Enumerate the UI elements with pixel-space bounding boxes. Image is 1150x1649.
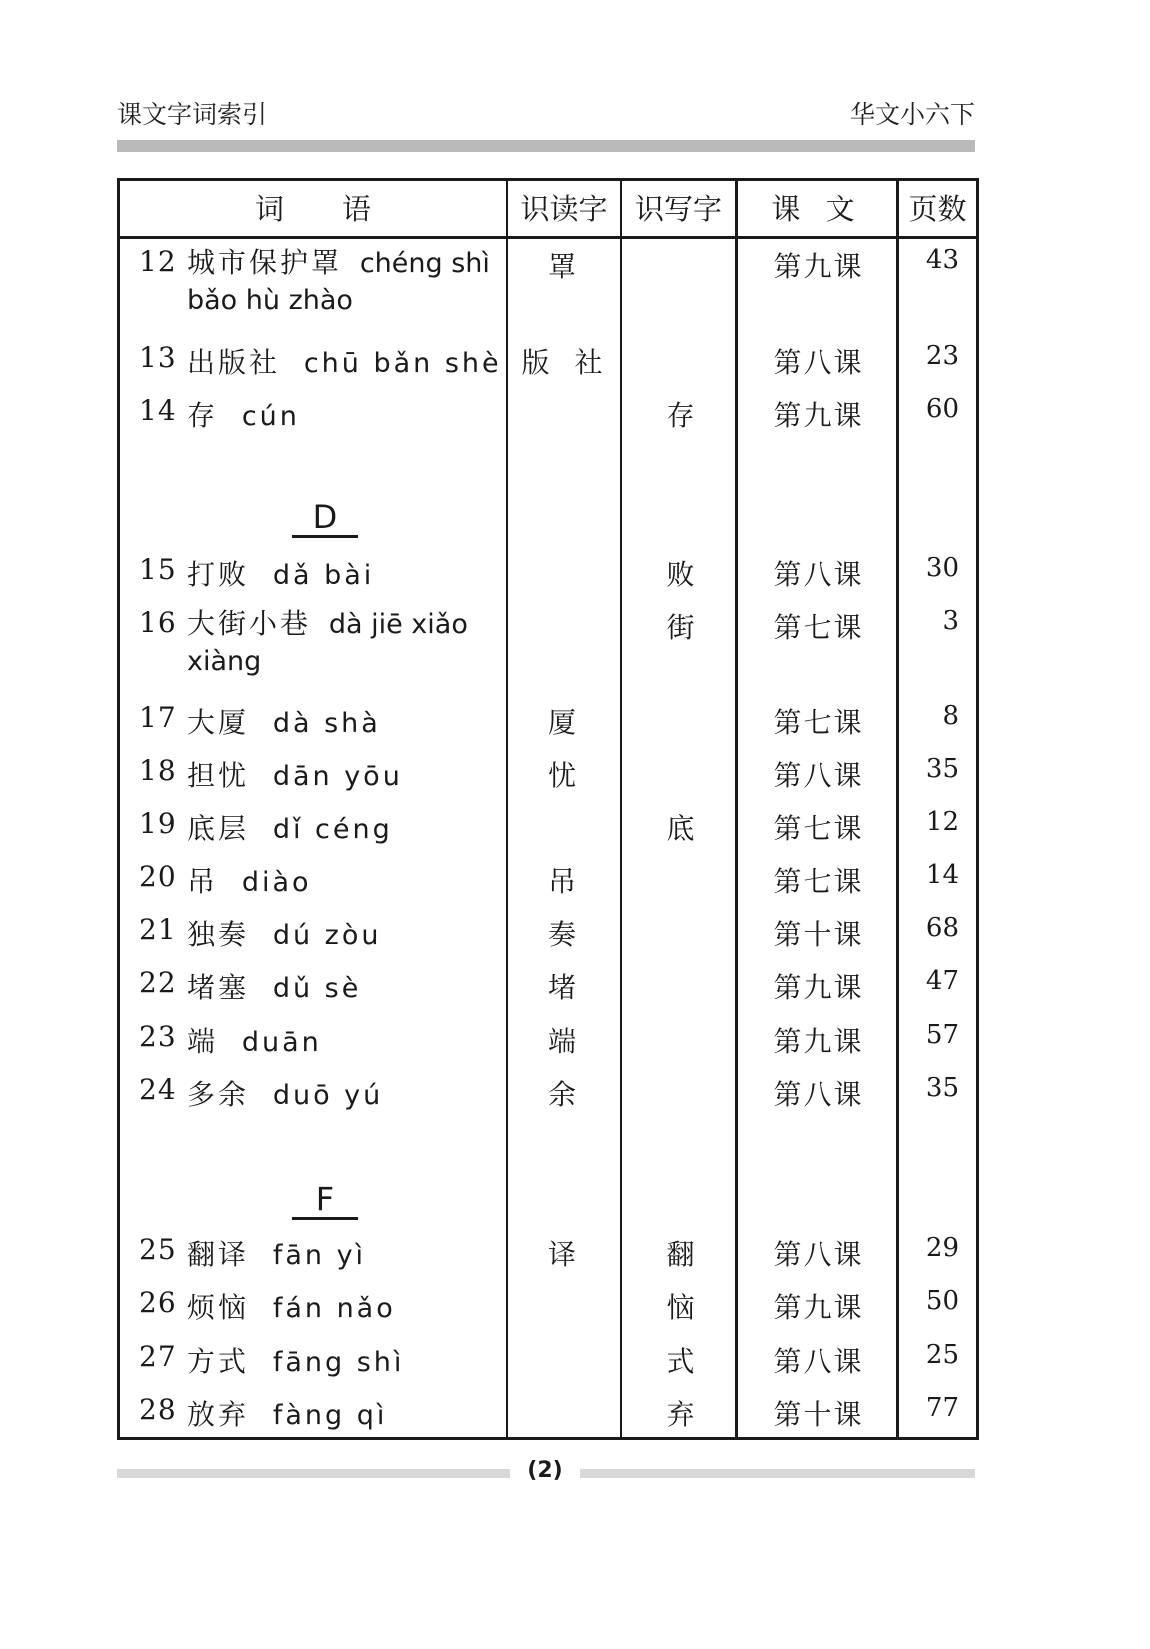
entry-number: 25 xyxy=(139,1233,177,1266)
header-write: 识写字 xyxy=(634,192,722,226)
page-ref: 29 xyxy=(925,1233,959,1263)
header-word: 词 语 xyxy=(254,192,371,226)
entry-number: 13 xyxy=(139,341,177,374)
read-char: 版 社 xyxy=(521,346,611,379)
lesson: 第八课 xyxy=(773,558,864,591)
entry-hanzi: 放弃 xyxy=(187,1398,250,1431)
entry-hanzi: 打败 xyxy=(187,558,250,591)
entry-number: 28 xyxy=(139,1393,177,1426)
read-char: 堵 xyxy=(547,971,584,1004)
entry-pinyin: dà jiē xiǎo xiàng xyxy=(187,609,468,677)
entry-number: 23 xyxy=(139,1020,177,1053)
entry-word xyxy=(187,341,502,381)
lesson: 第八课 xyxy=(773,346,864,379)
read-char: 忧 xyxy=(547,759,584,792)
write-char: 弃 xyxy=(666,1398,695,1431)
entry-word xyxy=(187,860,312,900)
entry-number: 19 xyxy=(139,807,177,840)
entry-number: 15 xyxy=(139,553,177,586)
entry-number: 16 xyxy=(139,606,177,639)
entry-hanzi: 方式 xyxy=(187,1345,250,1378)
write-char: 存 xyxy=(666,399,695,432)
entry-pinyin: fāng shì xyxy=(272,1347,405,1378)
entry-hanzi: 端 xyxy=(187,1025,219,1058)
entry-number: 21 xyxy=(139,913,177,946)
section-letter-f: F xyxy=(292,1181,358,1220)
entry-number: 18 xyxy=(139,754,177,787)
entry-hanzi: 大厦 xyxy=(187,706,250,739)
entry-word xyxy=(187,913,381,953)
entry-word xyxy=(187,553,374,593)
header-read: 识读字 xyxy=(520,192,608,226)
entry-hanzi: 底层 xyxy=(187,812,250,845)
lesson: 第八课 xyxy=(773,1345,864,1378)
running-head-left: 课文字词索引 xyxy=(117,100,268,129)
lesson: 第八课 xyxy=(773,1078,864,1111)
page-ref: 14 xyxy=(925,860,959,890)
entry-word xyxy=(187,807,393,847)
entry-pinyin: dǐ céng xyxy=(272,814,393,845)
lesson: 第九课 xyxy=(773,399,864,432)
entry-hanzi: 出版社 xyxy=(187,346,281,379)
entry-pinyin: dǎ bài xyxy=(272,560,375,591)
read-char: 厦 xyxy=(547,706,584,739)
lesson: 第九课 xyxy=(773,1291,864,1324)
entry-word xyxy=(187,966,361,1006)
entry-pinyin: cún xyxy=(241,401,300,432)
write-char: 街 xyxy=(666,611,695,644)
entry-hanzi: 烦恼 xyxy=(187,1291,250,1324)
page-ref: 35 xyxy=(925,754,959,784)
entry-number: 27 xyxy=(139,1340,177,1373)
entry-word xyxy=(187,1233,366,1273)
entry-hanzi: 吊 xyxy=(187,865,219,898)
page-ref: 12 xyxy=(925,807,959,837)
entry-pinyin: dān yōu xyxy=(272,761,403,792)
entry-pinyin: duō yú xyxy=(272,1080,384,1111)
entry-number: 17 xyxy=(139,701,177,734)
entry-word xyxy=(187,1393,387,1433)
read-char: 罩 xyxy=(547,250,584,283)
lesson: 第七课 xyxy=(773,611,864,644)
read-char: 译 xyxy=(547,1238,584,1271)
header-rule xyxy=(117,140,975,152)
entry-hanzi: 大街小巷 xyxy=(187,607,312,640)
write-char: 式 xyxy=(666,1345,695,1378)
entry-word xyxy=(187,394,300,434)
lesson: 第九课 xyxy=(773,1025,864,1058)
page-ref: 3 xyxy=(942,606,959,636)
write-char: 恼 xyxy=(666,1291,695,1324)
entry-pinyin: chū bǎn shè xyxy=(303,348,502,379)
page-ref: 25 xyxy=(925,1340,959,1370)
entry-number: 22 xyxy=(139,966,177,999)
entry-pinyin: diào xyxy=(241,867,312,898)
table-header xyxy=(120,181,976,239)
lesson: 第七课 xyxy=(773,865,864,898)
page-ref: 30 xyxy=(925,553,959,583)
page-ref: 68 xyxy=(925,913,959,943)
page-ref: 23 xyxy=(925,341,959,371)
running-head-right: 华文小六下 xyxy=(849,100,975,129)
entry-number: 20 xyxy=(139,860,177,893)
lesson: 第十课 xyxy=(773,1398,864,1431)
lesson: 第七课 xyxy=(773,812,864,845)
write-char: 败 xyxy=(666,558,695,591)
page-number: (2) xyxy=(510,1458,580,1483)
page-ref: 8 xyxy=(942,701,959,731)
entry-hanzi: 多余 xyxy=(187,1078,250,1111)
entry-hanzi: 存 xyxy=(187,399,219,432)
entry-hanzi: 堵塞 xyxy=(187,971,250,1004)
page-ref: 60 xyxy=(925,394,959,424)
column-divider xyxy=(506,181,508,1437)
page-ref: 50 xyxy=(925,1286,959,1316)
page-ref: 47 xyxy=(925,966,959,996)
lesson: 第十课 xyxy=(773,918,864,951)
entry-word xyxy=(187,1073,383,1113)
read-char: 奏 xyxy=(547,918,584,951)
section-letter-d: D xyxy=(292,499,358,538)
entry-pinyin: duān xyxy=(241,1027,322,1058)
entry-number: 14 xyxy=(139,394,177,427)
entry-number: 24 xyxy=(139,1073,177,1106)
header-lesson: 课 文 xyxy=(771,192,863,226)
entry-hanzi: 翻译 xyxy=(187,1238,250,1271)
write-char: 底 xyxy=(666,812,695,845)
entry-word xyxy=(187,1020,322,1060)
page-ref: 77 xyxy=(925,1393,959,1423)
lesson: 第七课 xyxy=(773,706,864,739)
entry-hanzi: 担忧 xyxy=(187,759,250,792)
entry-number: 12 xyxy=(139,245,177,278)
entry-word xyxy=(187,1340,404,1380)
entry-pinyin: fān yì xyxy=(272,1240,367,1271)
entry-pinyin: fàng qì xyxy=(272,1400,388,1431)
entry-word xyxy=(187,1286,396,1326)
read-char: 吊 xyxy=(547,865,584,898)
entry-word xyxy=(187,606,487,680)
entry-word xyxy=(187,754,403,794)
entry-hanzi: 城市保护罩 xyxy=(187,246,343,279)
write-char: 翻 xyxy=(666,1238,695,1271)
read-char: 余 xyxy=(547,1078,584,1111)
lesson: 第八课 xyxy=(773,759,864,792)
page-ref: 35 xyxy=(925,1073,959,1103)
lesson: 第九课 xyxy=(773,971,864,1004)
entry-pinyin: dǔ sè xyxy=(272,973,362,1004)
lesson: 第八课 xyxy=(773,1238,864,1271)
entry-number: 26 xyxy=(139,1286,177,1319)
read-char: 端 xyxy=(547,1025,584,1058)
entry-pinyin: fán nǎo xyxy=(272,1293,396,1324)
entry-pinyin: dú zòu xyxy=(272,920,382,951)
entry-word xyxy=(187,701,381,741)
page-ref: 57 xyxy=(925,1020,959,1050)
lesson: 第九课 xyxy=(773,250,864,283)
index-table xyxy=(117,178,979,1440)
entry-word xyxy=(187,245,507,319)
entry-pinyin: dà shà xyxy=(272,708,381,739)
entry-hanzi: 独奏 xyxy=(187,918,250,951)
page-ref: 43 xyxy=(925,245,959,275)
entry-pinyin: chéng shì bǎo hù zhào xyxy=(187,248,490,316)
header-page: 页数 xyxy=(908,192,967,226)
